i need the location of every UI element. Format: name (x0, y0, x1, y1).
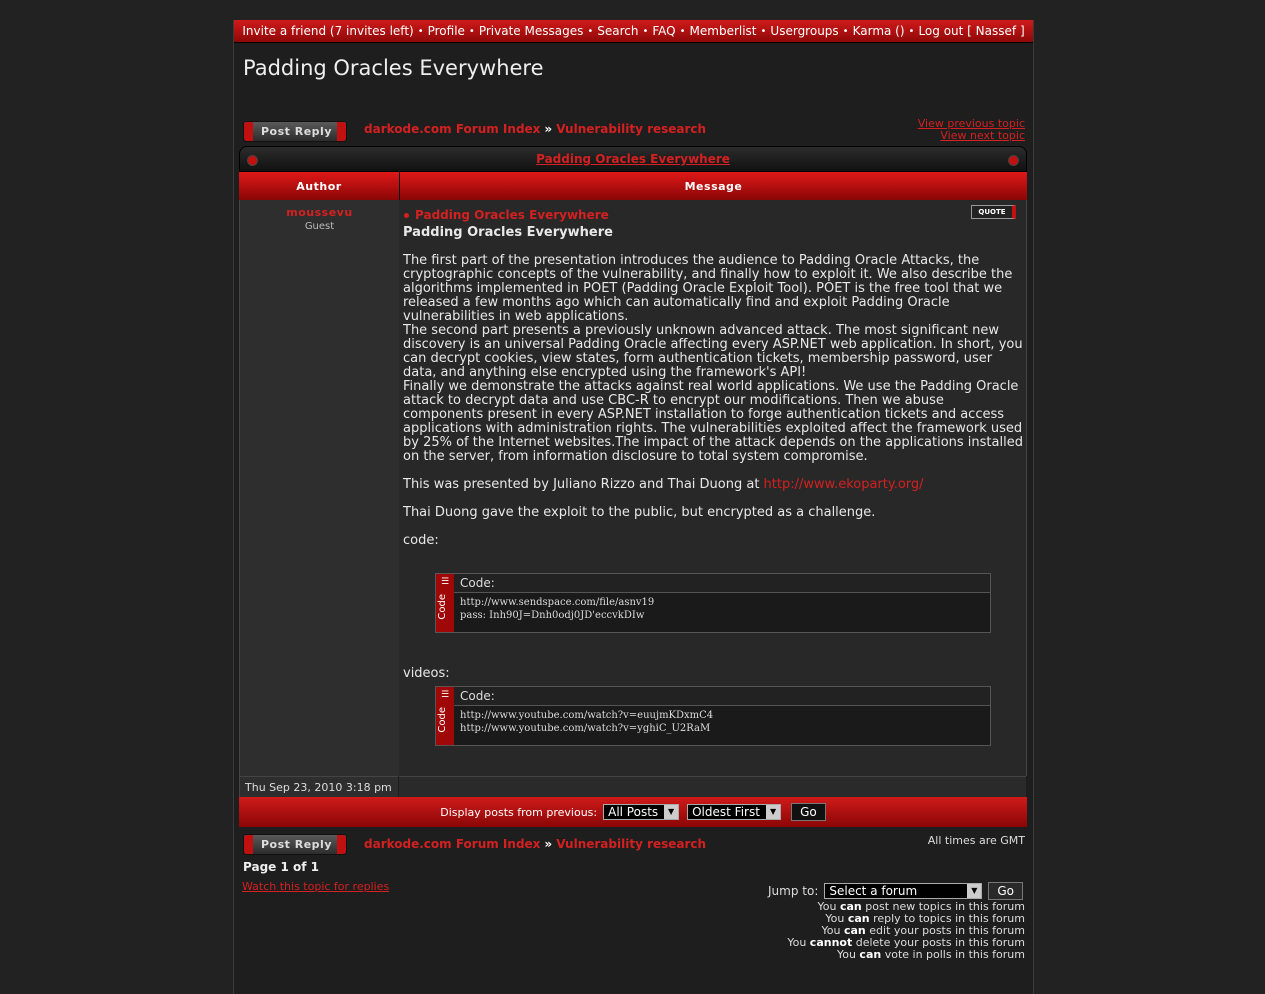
topic-title-bar (239, 146, 1027, 172)
breadcrumb-forum[interactable]: Vulnerability research (556, 122, 707, 136)
dropdown-arrow-icon: ▼ (766, 805, 780, 819)
permission-text: vote in polls in this forum (881, 948, 1025, 961)
permission-flag: can (843, 924, 866, 937)
post-date: Thu Sep 23, 2010 3:18 pm (239, 776, 398, 797)
code-block-videos (435, 686, 991, 746)
post-body (403, 226, 1023, 548)
nav-usergroups[interactable]: Usergroups (770, 24, 839, 38)
nav-separator: • (760, 25, 767, 37)
post-author-name[interactable]: moussevu (286, 206, 353, 219)
nav-separator: • (417, 25, 424, 37)
display-options-bar (239, 797, 1027, 827)
bar-dot-icon (1008, 155, 1019, 166)
display-go-button[interactable]: Go (791, 803, 826, 821)
top-navigation (234, 20, 1033, 43)
post-subject-text: Padding Oracles Everywhere (415, 208, 609, 222)
code-content[interactable]: http://www.sendspace.com/file/asnv19 pass: Inh90J=Dnh0odj0JD'eccvkDIw (460, 597, 655, 621)
sort-order-value: Oldest First (692, 805, 760, 819)
code-header: Code: (454, 574, 990, 593)
permission-line (787, 949, 1025, 961)
post-author-rank: Guest (304, 221, 335, 232)
breadcrumb-bottom (364, 837, 706, 851)
sort-order-select[interactable] (687, 804, 781, 820)
page-indicator: Page 1 of 1 (243, 860, 319, 874)
button-cap (337, 835, 346, 854)
breadcrumb-separator: » (544, 837, 553, 851)
breadcrumb-forum[interactable]: Vulnerability research (556, 837, 707, 851)
code-list-icon: ☰ (440, 577, 450, 587)
timezone-note: All times are GMT (927, 834, 1025, 847)
permission-text: You (825, 912, 848, 925)
topic-navigation (918, 118, 1025, 142)
permission-text: reply to topics in this forum (869, 912, 1025, 925)
breadcrumb-separator: » (544, 122, 553, 136)
quote-button[interactable]: QUOTE (971, 205, 1016, 219)
forum-permissions (787, 901, 1025, 961)
post-reply-label: Post Reply (261, 838, 332, 851)
author-column-header: Author (239, 172, 399, 200)
presented-text: This was presented by Juliano Rizzo and Thai Duong at (403, 477, 764, 492)
nav-private-messages[interactable]: Private Messages (478, 24, 584, 38)
nav-separator: • (587, 25, 594, 37)
nav-username: Nassef (975, 24, 1017, 38)
nav-separator: • (468, 25, 475, 37)
nav-logout[interactable] (918, 24, 1024, 38)
permission-flag: can (847, 912, 870, 925)
nav-separator: • (642, 25, 649, 37)
permission-text: edit your posts in this forum (865, 924, 1025, 937)
author-cell (239, 200, 400, 776)
jump-go-button[interactable]: Go (988, 882, 1023, 900)
watch-topic-link[interactable]: Watch this topic for replies (242, 880, 390, 893)
post-reply-button[interactable] (243, 121, 347, 142)
code-side-label: Code (437, 594, 448, 620)
code-header: Code: (454, 687, 990, 706)
ekoparty-link[interactable]: http://www.ekoparty.org/ (763, 477, 924, 492)
posts-range-select[interactable] (603, 804, 679, 820)
post-icon (404, 213, 409, 218)
view-previous-topic-link[interactable]: View previous topic (917, 117, 1025, 130)
permission-flag: can (839, 900, 862, 913)
jump-to-forum (768, 882, 1023, 900)
post-paragraph: The first part of the presentation introduces the audience to Padding Oracle Attacks, the cryptographic concepts of the vulnerability, and finally how to exploit it. We also describe the algorithms implemented in POET (Padding Oracle Exploit Tool). POET is the free tool that we released a few months ago which can automatically find and exploit Padding Oracle vulnerabilities in web applications. (403, 253, 1013, 324)
post-reply-label: Post Reply (261, 125, 332, 138)
message-column-header: Message (399, 172, 1027, 200)
permission-flag: cannot (809, 936, 853, 949)
button-cap (244, 122, 253, 141)
videos-label: videos: (403, 666, 450, 681)
message-cell (399, 200, 1027, 776)
dropdown-arrow-icon: ▼ (967, 884, 981, 898)
code-block-download (435, 573, 991, 633)
nav-karma[interactable]: Karma () (852, 24, 905, 38)
nav-logout-label: Log out [ (918, 24, 976, 38)
post-exploit-note: Thai Duong gave the exploit to the public, but encrypted as a challenge. (403, 505, 876, 520)
post-footer-cell (399, 776, 1026, 798)
nav-separator: • (908, 25, 915, 37)
post-presented-line (403, 478, 1023, 492)
posts-range-value: All Posts (608, 805, 659, 819)
permission-text: post new topics in this forum (861, 900, 1025, 913)
permission-text: You (817, 900, 840, 913)
nav-invite[interactable]: Invite a friend (7 invites left) (242, 24, 414, 38)
breadcrumb (364, 122, 706, 136)
code-content[interactable]: http://www.youtube.com/watch?v=euujmKDxmC4 http://www.youtube.com/watch?v=yghiC_U2RaM (460, 710, 714, 734)
jump-forum-select[interactable] (824, 883, 982, 899)
post-reply-button-bottom[interactable] (243, 834, 347, 855)
permission-text: You (836, 948, 860, 961)
post-paragraph: The second part presents a previously unknown advanced attack. The most significant new discovery is an universal Padding Oracle affecting every ASP.NET web application. In short, you can decrypt cookies, view states, form authentication tickets, membership password, user data, and anything else encrypted using the framework's API! (403, 323, 1023, 380)
permission-text: You (821, 924, 844, 937)
breadcrumb-forum-index[interactable]: darkode.com Forum Index (364, 837, 541, 851)
nav-faq[interactable]: FAQ (652, 24, 676, 38)
permission-flag: can (859, 948, 882, 961)
nav-memberlist[interactable]: Memberlist (689, 24, 757, 38)
display-label: Display posts from previous: (440, 805, 598, 819)
nav-logout-end: ] (1016, 24, 1025, 38)
view-next-topic-link[interactable]: View next topic (940, 129, 1025, 142)
post-paragraph: Finally we demonstrate the attacks against real world applications. We use the Padding Oracle attack to decrypt data and use CBC-R to encrypt our modifications. Then we abuse components present in every ASP.NET installation to forge authentication tickets and access applications with administration rights. The vulnerabilities exploited affect the framework used by 25% of the Internet websites.The impact of the attack depends on the applications installed on the server, from information disclosure to total system compromise. (403, 379, 1023, 464)
code-list-icon: ☰ (440, 690, 450, 700)
code-side-label: Code (437, 707, 448, 733)
permission-text: You (787, 936, 810, 949)
nav-profile[interactable]: Profile (427, 24, 465, 38)
code-sidebar (436, 574, 454, 632)
button-cap (244, 835, 253, 854)
post-subject (404, 208, 609, 222)
post-bold-title: Padding Oracles Everywhere (403, 225, 613, 240)
nav-separator: • (679, 25, 686, 37)
breadcrumb-forum-index[interactable]: darkode.com Forum Index (364, 122, 541, 136)
code-sidebar (436, 687, 454, 745)
dropdown-arrow-icon: ▼ (664, 805, 678, 819)
nav-separator: • (842, 25, 849, 37)
jump-label: Jump to: (768, 884, 819, 898)
page-title: Padding Oracles Everywhere (243, 56, 544, 80)
code-label: code: (403, 533, 439, 548)
nav-search[interactable]: Search (597, 24, 639, 38)
button-cap (337, 122, 346, 141)
permission-text: delete your posts in this forum (852, 936, 1025, 949)
forum-container (233, 20, 1034, 994)
jump-forum-value: Select a forum (829, 884, 918, 898)
topic-title-link[interactable]: Padding Oracles Everywhere (536, 152, 730, 166)
